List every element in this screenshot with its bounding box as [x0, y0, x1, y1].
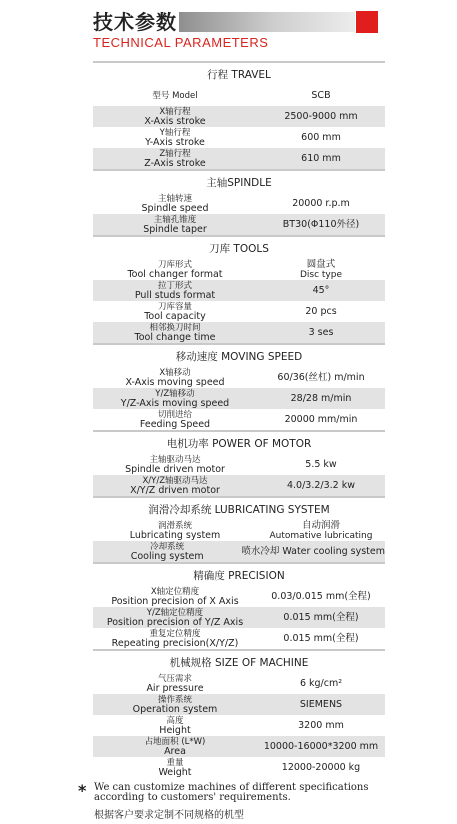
spec-label [93, 323, 257, 343]
section-title: 机械规格 SIZE OF MACHINE [93, 649, 385, 673]
spec-section [93, 649, 385, 778]
spec-label-en: Position precision of Y/Z Axis [106, 616, 244, 628]
spec-value [257, 521, 385, 541]
spec-value [257, 373, 385, 383]
spec-label-cn: Y/Z轴移动 [155, 388, 195, 399]
spec-row [93, 541, 385, 562]
spec-label-en: Repeating precision(X/Y/Z) [111, 637, 239, 649]
spec-value-text: 610 mm [301, 152, 341, 164]
spec-section [93, 343, 385, 430]
spec-label-cn: 主轴转速 [157, 193, 192, 204]
spec-label-cn: 型号 Model [152, 90, 198, 101]
spec-row [93, 280, 385, 301]
spec-value [257, 154, 385, 164]
spec-label-cn: X轴定位精度 [150, 586, 200, 597]
spec-row [93, 127, 385, 148]
spec-value [257, 415, 385, 425]
spec-label [93, 389, 257, 409]
spec-row [93, 520, 385, 541]
spec-value-text: 3 ses [308, 326, 334, 338]
spec-label [93, 587, 257, 607]
spec-section [93, 562, 385, 649]
spec-row [93, 475, 385, 496]
spec-table [93, 61, 385, 778]
spec-label-cn: Y轴行程 [159, 127, 191, 138]
spec-label [93, 674, 257, 694]
spec-row [93, 586, 385, 607]
spec-label-en: Spindle taper [143, 223, 207, 235]
spec-row [93, 628, 385, 649]
spec-label-cn: 气压需求 [157, 673, 192, 684]
spec-value [257, 91, 385, 101]
spec-label-cn: 刀库容量 [157, 301, 192, 312]
spec-label-en: Lubricating system [129, 529, 221, 541]
spec-label-cn: X轴移动 [159, 367, 191, 378]
spec-row [93, 409, 385, 430]
spec-section [93, 430, 385, 496]
spec-label [93, 542, 241, 562]
section-title: 润滑冷却系统 LUBRICATING SYSTEM [93, 496, 385, 520]
title-gradient-bar [179, 12, 355, 32]
spec-label-en: Area [164, 745, 186, 757]
spec-label-en: Pull studs format [134, 289, 216, 301]
spec-value-text: SCB [311, 89, 331, 101]
spec-row [93, 367, 385, 388]
spec-row [93, 388, 385, 409]
section-title: 行程 TRAVEL [93, 61, 385, 85]
spec-value [257, 634, 385, 644]
spec-value [241, 547, 385, 557]
asterisk-icon: * [78, 781, 87, 800]
spec-value-text: 600 mm [301, 131, 341, 143]
spec-value-text: 6 kg/cm² [299, 677, 343, 689]
spec-label-cn: 操作系统 [157, 694, 192, 705]
spec-row [93, 193, 385, 214]
spec-label-en: Air pressure [146, 682, 204, 694]
spec-row [93, 454, 385, 475]
spec-label [93, 281, 257, 301]
spec-label-en: X-Axis stroke [144, 115, 206, 127]
spec-label-cn: X/Y/Z轴驱动马达 [142, 475, 208, 486]
spec-value-text: 0.015 mm(全程) [283, 611, 359, 623]
spec-label-en: Spindle speed [141, 202, 209, 214]
spec-value [257, 133, 385, 143]
spec-value [257, 307, 385, 317]
spec-value-text: SIEMENS [299, 698, 343, 710]
spec-value-text: 4.0/3.2/3.2 kw [286, 479, 356, 491]
spec-label-en: Y-Axis stroke [145, 136, 205, 148]
spec-value [257, 700, 385, 710]
spec-label-cn: 重量 [166, 757, 184, 768]
spec-value-text: 自动润滑 [301, 519, 340, 531]
spec-value-text-2: Disc type [299, 269, 343, 280]
spec-value-text: 20 pcs [305, 305, 337, 317]
spec-value [257, 460, 385, 470]
spec-label-en: Tool change time [134, 331, 216, 343]
spec-row [93, 259, 385, 280]
spec-value-text: 28/28 m/min [290, 392, 352, 404]
section-title: 主轴SPINDLE [93, 169, 385, 193]
spec-value-text: 2500-9000 mm [284, 110, 358, 122]
spec-row [93, 694, 385, 715]
spec-value [257, 394, 385, 404]
spec-value-text: 圆盘式 [306, 258, 336, 270]
spec-section [93, 169, 385, 235]
spec-label-en: Y/Z-Axis moving speed [120, 397, 230, 409]
spec-label [93, 737, 257, 757]
spec-value-text: 20000 mm/min [284, 413, 358, 425]
spec-label-cn: X轴行程 [159, 106, 191, 117]
spec-value-text: 12000-20000 kg [281, 761, 361, 773]
spec-label [93, 455, 257, 475]
section-title: 精确度 PRECISION [93, 562, 385, 586]
spec-label-cn: 主轴孔锥度 [153, 214, 197, 225]
spec-row [93, 85, 385, 106]
spec-value [257, 199, 385, 209]
spec-label-cn: 冷却系统 [150, 541, 185, 552]
spec-section [93, 496, 385, 562]
spec-value [257, 763, 385, 773]
footer-note-en: We can customize machines of different specifications according to customers' requirements. [94, 782, 369, 803]
spec-label-cn: 相邻换刀时间 [149, 322, 201, 333]
spec-label-en: Feeding Speed [139, 418, 211, 430]
spec-value [257, 592, 385, 602]
spec-label-cn: Y/Z轴定位精度 [146, 607, 204, 618]
spec-label-cn: Z轴行程 [159, 148, 191, 159]
spec-row [93, 715, 385, 736]
spec-row [93, 106, 385, 127]
spec-row [93, 301, 385, 322]
spec-label-cn: 高度 [166, 715, 184, 726]
spec-label-en: Tool capacity [144, 310, 206, 322]
spec-label [93, 368, 257, 388]
spec-label-cn: 重复定位精度 [149, 628, 201, 639]
section-title: 刀库 TOOLS [93, 235, 385, 259]
spec-label [93, 608, 257, 628]
spec-value [257, 328, 385, 338]
spec-value-text: BT30(Φ110外径) [282, 218, 360, 230]
spec-value [257, 112, 385, 122]
spec-section [93, 235, 385, 343]
spec-value-text: 3200 mm [298, 719, 344, 731]
spec-label-en: Cooling system [130, 550, 204, 562]
spec-value-text: 喷水冷却 Water cooling system [241, 545, 385, 557]
page-title-cn: 技术参数 [93, 10, 177, 34]
spec-label [93, 302, 257, 322]
spec-label-en: X-Axis moving speed [125, 376, 225, 388]
spec-label [93, 194, 257, 214]
section-title: 电机功率 POWER OF MOTOR [93, 430, 385, 454]
spec-row [93, 736, 385, 757]
spec-row [93, 214, 385, 235]
spec-label-cn: 占地面积 (L*W) [144, 736, 206, 747]
spec-label [93, 260, 257, 280]
spec-label [93, 107, 257, 127]
spec-value [257, 481, 385, 491]
spec-value [257, 613, 385, 623]
spec-value-text-2: Automative lubricating [269, 530, 373, 541]
spec-label [93, 695, 257, 715]
spec-value-text: 0.015 mm(全程) [283, 632, 359, 644]
spec-row [93, 673, 385, 694]
footer-note-cn: 根据客户要求定制不同规格的机型 [94, 810, 244, 821]
spec-label-en: Position precision of X Axis [111, 595, 239, 607]
spec-label-en: X/Y/Z driven motor [130, 484, 220, 496]
spec-label [93, 521, 257, 541]
spec-label [93, 128, 257, 148]
page-title-en: TECHNICAL PARAMETERS [93, 35, 269, 50]
spec-value-text: 0.03/0.015 mm(全程) [271, 590, 371, 602]
spec-value-text: 20000 r.p.m [292, 197, 350, 209]
spec-label-cn: 拉丁形式 [157, 280, 192, 291]
spec-label [93, 716, 257, 736]
spec-row [93, 757, 385, 778]
spec-label [93, 629, 257, 649]
spec-label-en: Height [159, 724, 191, 736]
spec-label-en: Weight [158, 766, 192, 778]
spec-label-cn: 主轴驱动马达 [149, 454, 201, 465]
spec-value-text: 5.5 kw [305, 458, 337, 470]
spec-label [93, 91, 257, 101]
section-title: 移动速度 MOVING SPEED [93, 343, 385, 367]
header [93, 6, 393, 50]
spec-row [93, 607, 385, 628]
spec-label-cn: 润滑系统 [157, 520, 192, 531]
spec-value-text: 10000-16000*3200 mm [263, 740, 379, 752]
spec-value [257, 286, 385, 296]
spec-value [257, 220, 385, 230]
spec-value [257, 679, 385, 689]
spec-label [93, 149, 257, 169]
spec-row [93, 322, 385, 343]
spec-label [93, 215, 257, 235]
spec-label [93, 410, 257, 430]
spec-label-en: Operation system [132, 703, 218, 715]
title-red-square [356, 11, 378, 33]
spec-section [93, 61, 385, 169]
spec-label [93, 476, 257, 496]
spec-value-text: 60/36(丝杠) m/min [277, 371, 365, 383]
spec-label-en: Tool changer format [127, 268, 223, 280]
spec-row [93, 148, 385, 169]
spec-label [93, 758, 257, 778]
spec-label-cn: 切削进给 [157, 409, 192, 420]
spec-value [257, 742, 385, 752]
spec-value-text: 45° [312, 284, 330, 296]
spec-value [257, 260, 385, 280]
spec-value [257, 721, 385, 731]
spec-label-cn: 刀库形式 [157, 259, 192, 270]
spec-label-en: Spindle driven motor [125, 463, 225, 475]
spec-label-en: Z-Axis stroke [144, 157, 206, 169]
